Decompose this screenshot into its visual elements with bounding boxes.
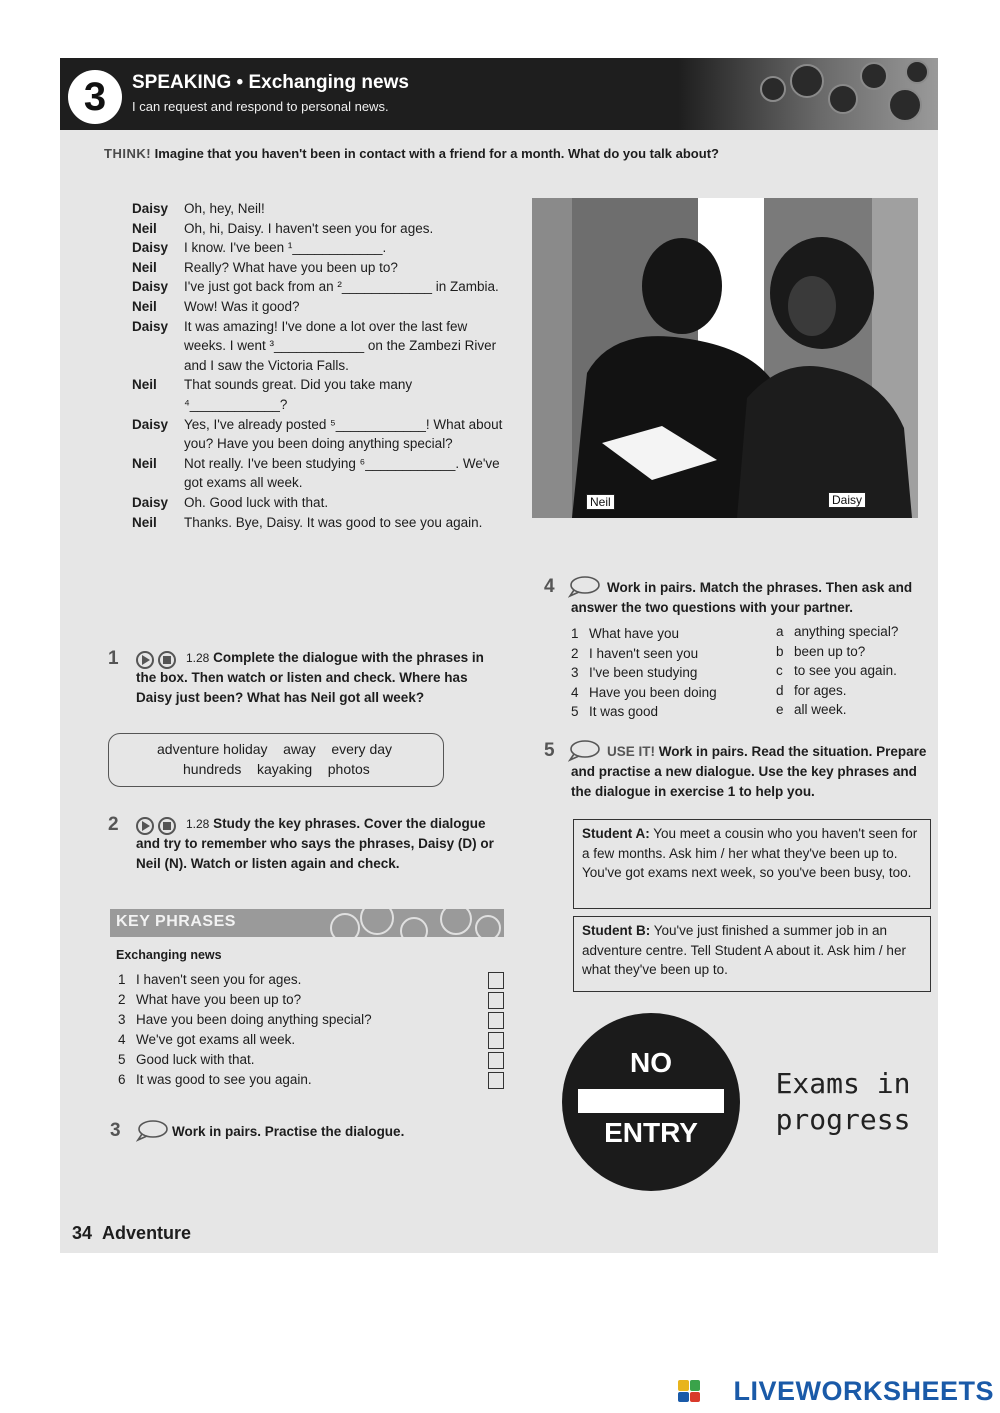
- answer-checkbox[interactable]: [488, 1072, 504, 1089]
- key-phrase-number: 5: [118, 1052, 126, 1067]
- key-phrase-item: [118, 1010, 372, 1030]
- match-item-text: Have you been doing: [589, 684, 717, 700]
- speaker-name: Daisy: [132, 494, 169, 510]
- match-item-label: 2: [571, 645, 579, 661]
- exercise-2-track: 1.28: [186, 817, 210, 831]
- speaker-name: Daisy: [132, 416, 169, 432]
- exercise-3-text: Work in pairs. Practise the dialogue.: [172, 1124, 405, 1139]
- match-item: [776, 622, 898, 642]
- exercise-5-text: Work in pairs. Read the situation. Prepare and practise a new dialogue. Use the key phrases and the dialogue in exercise 1 to help you.: [571, 744, 927, 799]
- dialogue-line: [132, 493, 512, 513]
- speaker-name: Daisy: [132, 279, 169, 295]
- sign-bar: [578, 1089, 724, 1113]
- sign-top-text: NO: [630, 1047, 672, 1078]
- dialogue-line: [132, 219, 512, 239]
- dialogue-text: Oh. Good luck with that.: [184, 494, 329, 510]
- key-phrase-text: What have you been up to?: [136, 992, 302, 1007]
- dialogue-text: Oh, hey, Neil!: [184, 201, 265, 216]
- match-item-text: all week.: [794, 702, 847, 718]
- answer-checkbox[interactable]: [488, 992, 504, 1009]
- dialogue-line: [132, 375, 512, 414]
- student-a-label: Student A:: [582, 826, 650, 841]
- match-item-text: anything special?: [794, 624, 899, 639]
- dialogue-line: [132, 258, 512, 278]
- page-number: 34: [72, 1223, 93, 1243]
- liveworksheets-logo-icon: [678, 1380, 700, 1402]
- word-box-line-2: hundreds kayaking photos: [183, 761, 370, 777]
- word-box-line-1: adventure holiday away every day: [157, 741, 393, 757]
- unit-header: [60, 58, 938, 130]
- student-b-text: You've just finished a summer job in an adventure centre. Tell Student A about it. Ask him / her what they've been up to.: [582, 923, 906, 977]
- use-it-label: USE IT!: [607, 744, 656, 759]
- match-item: [571, 663, 717, 683]
- match-item-text: to see you again.: [794, 663, 897, 679]
- match-item: [571, 644, 717, 664]
- section-subtitle: I can request and respond to personal news.: [132, 99, 389, 114]
- key-phrase-item: [118, 1070, 372, 1090]
- speaker-name: Neil: [132, 298, 157, 314]
- match-item: [776, 661, 898, 681]
- dialogue-line: [132, 297, 512, 317]
- exercise-2-instruction: [136, 814, 506, 874]
- no-entry-sign: [562, 1013, 740, 1191]
- match-item-text: been up to?: [794, 643, 866, 659]
- photo-label-neil: Neil: [586, 494, 615, 510]
- dialogue-text: Thanks. Bye, Daisy. It was good to see you again.: [184, 514, 483, 530]
- exercise-5-instruction: [571, 742, 933, 802]
- dialogue-line: [132, 415, 512, 454]
- match-item-label: b: [776, 643, 784, 659]
- match-right-column: [776, 622, 898, 720]
- key-phrase-item: [118, 1050, 372, 1070]
- dialogue-text: I've just got back from an ²____________ in Zambia.: [184, 279, 499, 295]
- match-item-text: It was good: [589, 704, 659, 720]
- think-label: THINK!: [104, 146, 152, 161]
- exercise-2-text: Study the key phrases. Cover the dialogue and try to remember who says the phrases, Daisy (D) or Neil (N). Watch or listen again and check.: [136, 816, 494, 871]
- dialogue-text: Not really. I've been studying ⁶____________. We've got exams all week.: [184, 455, 500, 491]
- student-a-card: [573, 819, 931, 909]
- student-b-label: Student B:: [582, 923, 651, 938]
- answer-checkbox[interactable]: [488, 1032, 504, 1049]
- key-phrase-number: 4: [118, 1032, 126, 1047]
- speaker-name: Neil: [132, 220, 157, 236]
- speaker-name: Neil: [132, 259, 157, 275]
- exercise-5-number: 5: [544, 740, 555, 761]
- speaker-name: Neil: [132, 377, 157, 393]
- exercise-4-number: 4: [544, 576, 555, 597]
- key-phrase-number: 6: [118, 1072, 126, 1087]
- key-phrase-text: Good luck with that.: [136, 1052, 255, 1067]
- match-item-label: a: [776, 624, 784, 639]
- dialogue-text: Yes, I've already posted ⁵____________! What about you? Have you been doing anything special?: [184, 416, 503, 452]
- match-item: [571, 683, 717, 703]
- note-line-1: Exams in: [775, 1067, 911, 1100]
- exams-in-progress-note: [758, 1066, 928, 1138]
- dialogue-line: [132, 317, 512, 376]
- word-box: [108, 733, 444, 787]
- dialogue-text: It was amazing! I've done a lot over the last few weeks. I went ³____________ on the Zambezi River and I saw the Victoria Falls.: [184, 318, 497, 373]
- match-item-text: for ages.: [794, 682, 847, 698]
- match-item-text: I haven't seen you: [589, 645, 699, 661]
- key-phrase-text: Have you been doing anything special?: [136, 1012, 372, 1027]
- exercise-3-number: 3: [110, 1120, 121, 1141]
- dialogue-text: Wow! Was it good?: [184, 298, 300, 314]
- exercise-4-text: Work in pairs. Match the phrases. Then ask and answer the two questions with your partner.: [571, 580, 913, 615]
- key-phrases-banner: [110, 909, 504, 937]
- key-phrase-item: [118, 1030, 372, 1050]
- student-a-text: You meet a cousin who you haven't seen for a few months. Ask him / her what they've been up to. You've got exams next week, so you've been busy, too.: [582, 826, 918, 880]
- speaker-name: Daisy: [132, 240, 169, 256]
- match-item: [776, 700, 898, 720]
- speech-bubble-icon: [136, 1120, 168, 1147]
- match-item: [776, 642, 898, 662]
- dialogue: [132, 199, 512, 532]
- sign-bottom-text: ENTRY: [604, 1117, 698, 1148]
- student-b-card: [573, 916, 931, 992]
- think-prompt: [104, 146, 719, 161]
- photo-image: [532, 198, 918, 518]
- exercise-1-number: 1: [108, 648, 119, 669]
- key-phrase-number: 1: [118, 972, 126, 987]
- answer-checkbox[interactable]: [488, 1012, 504, 1029]
- key-phrase-item: [118, 970, 372, 990]
- key-phrases-subtitle: Exchanging news: [116, 948, 222, 962]
- key-phrase-text: It was good to see you again.: [136, 1072, 312, 1087]
- dialogue-text: Really? What have you been up to?: [184, 259, 398, 275]
- exercise-1-text: Complete the dialogue with the phrases in the box. Then watch or listen and check. Where has Daisy just been? What has Neil got all week?: [136, 650, 484, 705]
- key-phrase-text: I haven't seen you for ages.: [136, 972, 302, 987]
- speaker-name: Neil: [132, 514, 157, 530]
- note-line-2: progress: [775, 1103, 911, 1136]
- match-item: [776, 681, 898, 701]
- answer-checkbox[interactable]: [488, 1052, 504, 1069]
- dialogue-line: [132, 199, 512, 219]
- key-phrase-number: 3: [118, 1012, 126, 1027]
- match-item-label: 5: [571, 704, 579, 720]
- section-title: SPEAKING • Exchanging news: [132, 72, 409, 93]
- match-item-label: e: [776, 702, 784, 718]
- key-phrase-item: [118, 990, 372, 1010]
- think-text: Imagine that you haven't been in contact with a friend for a month. What do you talk about?: [154, 146, 719, 161]
- exercise-2-number: 2: [108, 814, 119, 835]
- match-item-label: 3: [571, 665, 579, 681]
- worksheet-page: [60, 58, 938, 1253]
- key-phrase-number: 2: [118, 992, 126, 1007]
- match-item-text: What have you: [589, 626, 680, 641]
- answer-checkbox[interactable]: [488, 972, 504, 989]
- dialogue-text: I know. I've been ¹____________.: [184, 240, 387, 256]
- photo-label-daisy: Daisy: [828, 492, 866, 508]
- liveworksheets-watermark[interactable]: LIVEWORKSHEETS: [733, 1376, 994, 1406]
- speaker-name: Daisy: [132, 201, 169, 216]
- dialogue-text: That sounds great. Did you take many ⁴____________?: [184, 377, 413, 412]
- match-item-text: I've been studying: [589, 665, 698, 681]
- match-item-label: c: [776, 663, 783, 679]
- match-item-label: 4: [571, 684, 579, 700]
- photo-neil-and-daisy: [532, 198, 918, 518]
- dialogue-line: [132, 277, 512, 297]
- dialogue-line: [132, 513, 512, 533]
- match-item-label: 1: [571, 626, 579, 641]
- page-footer: [72, 1223, 191, 1244]
- match-item: [571, 624, 717, 644]
- match-left-column: [571, 624, 717, 722]
- match-item-label: d: [776, 682, 784, 698]
- key-phrase-text: We've got exams all week.: [136, 1032, 296, 1047]
- key-phrases-title: KEY PHRASES: [116, 913, 236, 930]
- unit-number-badge: 3: [68, 70, 122, 124]
- match-item: [571, 702, 717, 722]
- dialogue-text: Oh, hi, Daisy. I haven't seen you for ages.: [184, 220, 434, 236]
- dialogue-line: [132, 454, 512, 493]
- exercise-1-instruction: [136, 648, 506, 708]
- key-phrases-list: [118, 970, 372, 1090]
- speaker-name: Neil: [132, 455, 157, 471]
- dialogue-line: [132, 238, 512, 258]
- speaker-name: Daisy: [132, 318, 169, 334]
- exercise-1-track: 1.28: [186, 651, 210, 665]
- unit-name: Adventure: [102, 1223, 192, 1243]
